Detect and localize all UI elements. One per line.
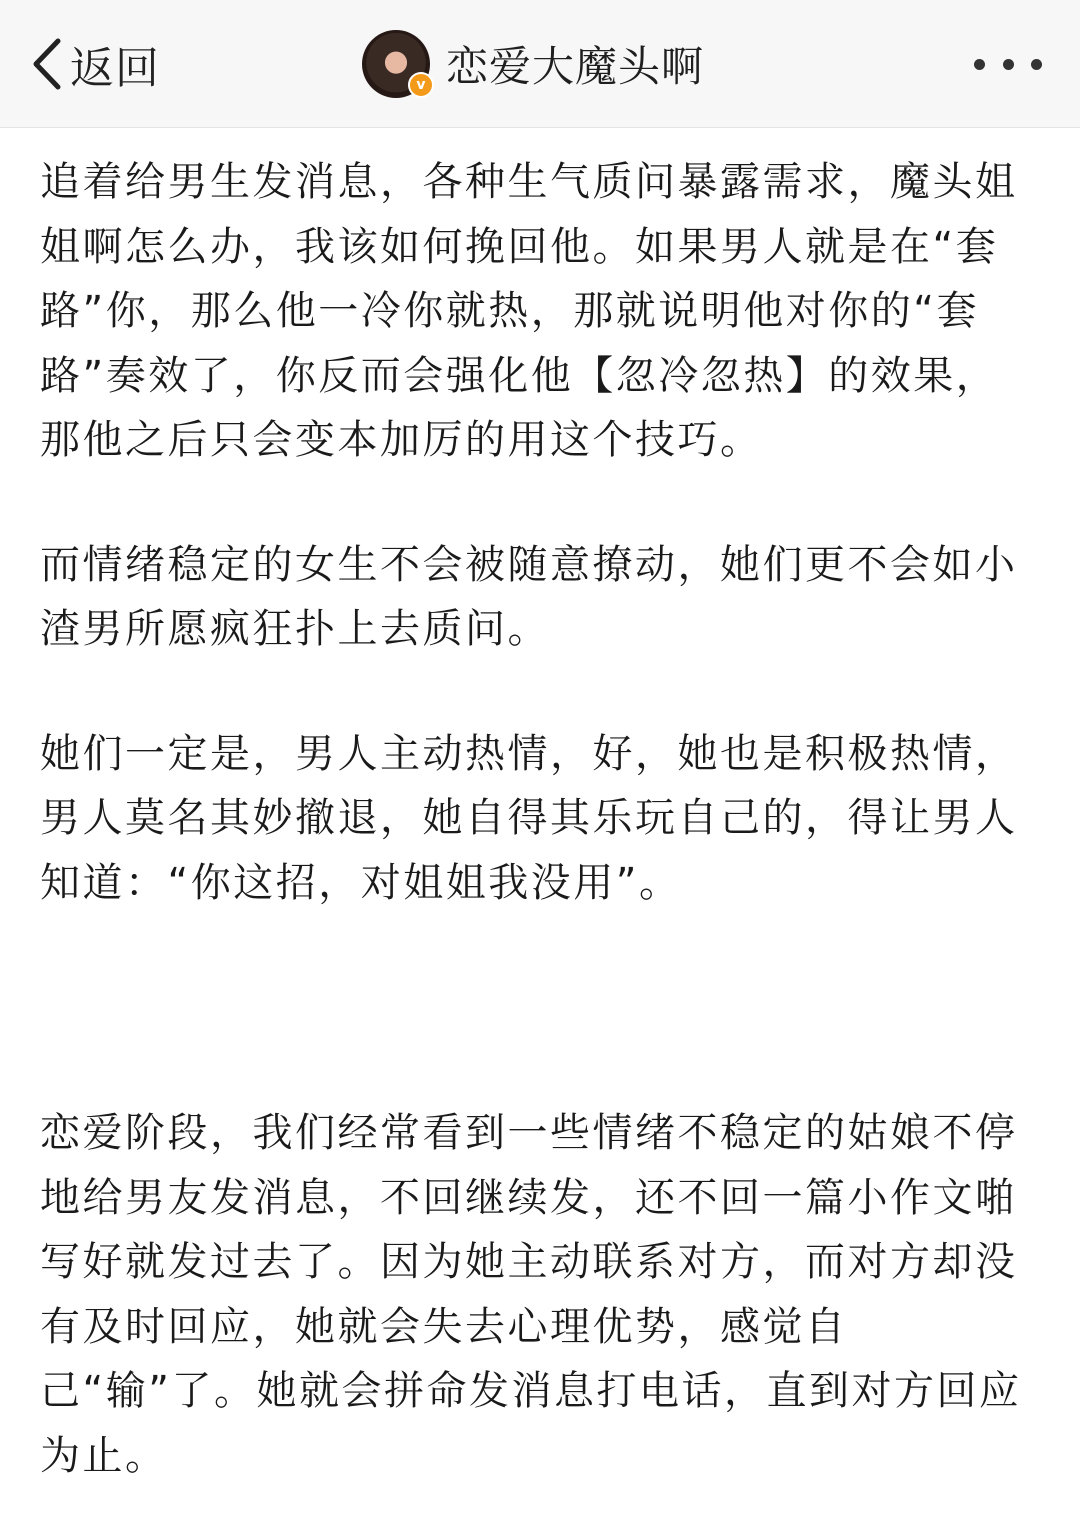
account-header[interactable] [362,28,704,100]
avatar[interactable] [362,30,430,98]
navigation-bar [0,0,1080,128]
more-dot [1031,59,1042,70]
back-button[interactable] [30,32,160,96]
more-button[interactable] [974,52,1042,76]
back-label: 返回 [70,43,160,94]
more-dot [974,59,985,70]
post-paragraph-1: 追着给男生发消息，各种生气质问暴露需求，魔头姐姐啊怎么办，我该如何挽回他。如果男人就是在“套路”你，那么他一冷你就热，那就说明他对你的“套路”奏效了，你反而会强化他【忽冷忽热】的效果，那他之后只会变本加厉的用这个技巧。 [40,159,1018,463]
account-name[interactable]: 恋爱大魔头啊 [446,42,705,91]
more-dot [1003,59,1014,70]
verified-badge-icon: v [408,72,434,98]
post-paragraph-3: 她们一定是，男人主动热情，好，她也是积极热情，男人莫名其妙撤退，她自得其乐玩自己的，得让男人知道：“你这招，对姐姐我没用”。 [40,730,1018,906]
post-paragraph-4: 恋爱阶段，我们经常看到一些情绪不稳定的姑娘不停地给男友发消息，不回继续发，还不回一篇小作文啪写好就发过去了。因为她主动联系对方，而对方却没有及时回应，她就会失去心理优势，感觉自己“输”了。她就会拼命发消息打电话，直到对方回应为止。 [40,1110,1022,1479]
chevron-left-icon [30,37,64,91]
post-content [40,150,1040,1488]
post-paragraph-2: 而情绪稳定的女生不会被随意撩动，她们更不会如小渣男所愿疯狂扑上去质问。 [40,541,1018,652]
